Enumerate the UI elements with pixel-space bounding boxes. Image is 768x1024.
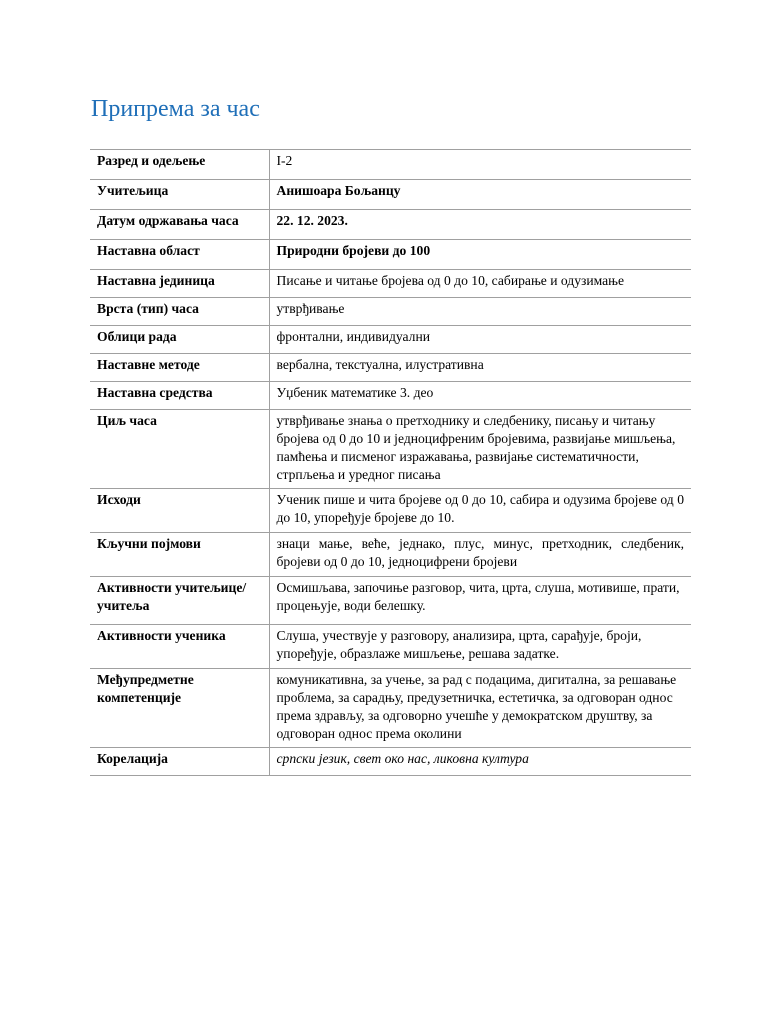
row-correlation (90, 748, 691, 776)
row-label: Наставне методе (90, 354, 269, 382)
row-value: фронтални, индивидуални (269, 326, 691, 354)
row-teacher (90, 180, 691, 210)
row-label: Разред и одељење (90, 150, 269, 180)
row-label: Датум одржавања часа (90, 210, 269, 240)
row-teacher-activities (90, 577, 691, 625)
row-lesson-type (90, 298, 691, 326)
row-value: утврђивање знања о претходнику и следбенику, писању и читању бројева од 0 до 10 и једноцифреним бројевима, развијање мишљења, памћења и писменог изражавања, развијање систематичности, стрпљења и уредног писања (269, 410, 691, 489)
row-label: Облици рада (90, 326, 269, 354)
row-label: Врста (тип) часа (90, 298, 269, 326)
row-label: Кључни појмови (90, 533, 269, 577)
row-value: Слуша, учествује у разговору, анализира, црта, сарађује, броји, упоређује, образлаже мишљење, решава задатке. (269, 625, 691, 669)
row-outcomes (90, 489, 691, 533)
row-work-forms (90, 326, 691, 354)
row-value: I-2 (269, 150, 691, 180)
page-title: Припрема за час (91, 96, 260, 122)
row-value: српски језик, свет око нас, ликовна култура (269, 748, 691, 776)
row-student-activities (90, 625, 691, 669)
row-teaching-methods (90, 354, 691, 382)
row-label: Активности учитељице/учитеља (90, 577, 269, 625)
row-label: Активности ученика (90, 625, 269, 669)
row-cross-curricular-competencies (90, 669, 691, 748)
row-value: Уџбеник математике 3. део (269, 382, 691, 410)
row-value: Анишоара Бољанцу (269, 180, 691, 210)
row-label: Учитељица (90, 180, 269, 210)
row-label: Корелација (90, 748, 269, 776)
row-teaching-unit (90, 270, 691, 298)
row-value: Ученик пише и чита бројеве од 0 до 10, сабира и одузима бројеве од 0 до 10, упоређује бројеве до 10. (269, 489, 691, 533)
row-key-terms (90, 533, 691, 577)
row-label: Међупредметне компетенције (90, 669, 269, 748)
row-value: Природни бројеви до 100 (269, 240, 691, 270)
row-label: Циљ часа (90, 410, 269, 489)
row-label: Исходи (90, 489, 269, 533)
row-value: 22. 12. 2023. (269, 210, 691, 240)
row-teaching-aids (90, 382, 691, 410)
row-label: Наставна средства (90, 382, 269, 410)
row-label: Наставна јединица (90, 270, 269, 298)
row-subject-area (90, 240, 691, 270)
row-label: Наставна област (90, 240, 269, 270)
lesson-plan-table (90, 149, 691, 776)
row-value: Осмишљава, започиње разговор, чита, црта, слуша, мотивише, прати, процењује, води белешку. (269, 577, 691, 625)
row-value: комуникативна, за учење, за рад с подацима, дигитална, за решавање проблема, за сарадњу, предузетничка, естетичка, за одговоран однос према здрављу, за одговорно учешће у демократском друштву, за одговоран однос према околини (269, 669, 691, 748)
row-lesson-goal (90, 410, 691, 489)
row-value: вербална, текстуална, илустративна (269, 354, 691, 382)
row-value: знаци мање, веће, једнако, плус, минус, претходник, следбеник, бројеви од 0 до 10, једноцифрени бројеви (269, 533, 691, 577)
row-grade-class (90, 150, 691, 180)
row-value: утврђивање (269, 298, 691, 326)
row-value: Писање и читање бројева од 0 до 10, сабирање и одузимање (269, 270, 691, 298)
row-date (90, 210, 691, 240)
